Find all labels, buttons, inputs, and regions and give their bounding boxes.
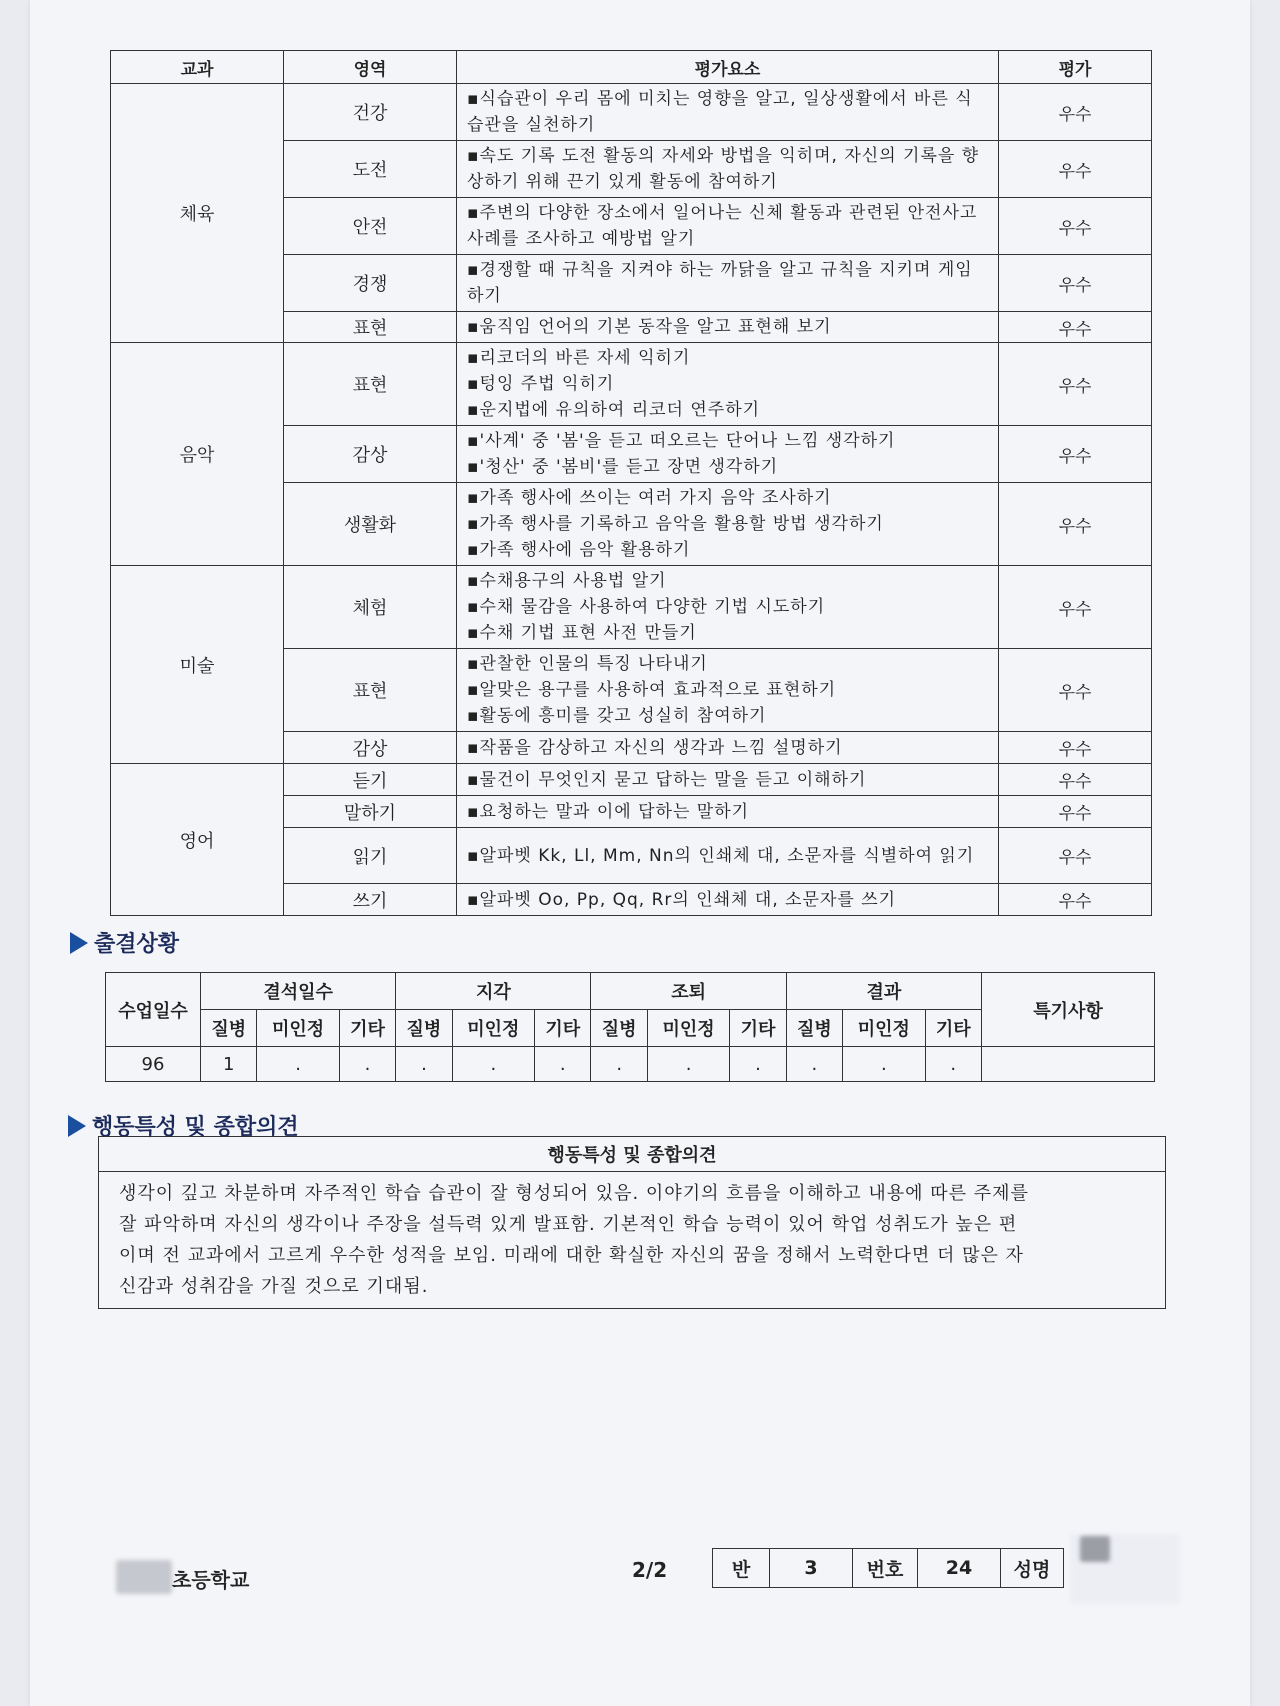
opinion-line: 생각이 깊고 차분하며 자주적인 학습 습관이 잘 형성되어 있음. 이야기의 흐름을 이해하고 내용에 따른 주제를	[119, 1183, 1029, 1204]
attendance-cell: .	[591, 1047, 647, 1082]
subject-cell: 미술	[111, 566, 284, 764]
student-id-box	[712, 1548, 1064, 1588]
grades-row	[111, 566, 1152, 649]
items-cell	[457, 426, 999, 483]
area-cell: 표현	[284, 649, 457, 732]
section-arrow-icon	[68, 1115, 86, 1137]
evaluation-item: ▪물건이 무엇인지 묻고 답하는 말을 듣고 이해하기	[467, 769, 867, 790]
area-cell: 읽기	[284, 828, 457, 884]
group-early-leave: 조퇴	[591, 973, 786, 1010]
eval-cell: 우수	[999, 732, 1152, 764]
evaluation-item: ▪수채용구의 사용법 알기	[467, 571, 667, 591]
sub-unexcused: 미인정	[647, 1010, 729, 1047]
eval-cell: 우수	[999, 343, 1152, 426]
group-absence: 결석일수	[201, 973, 396, 1010]
attendance-title: 출결상황	[94, 932, 180, 957]
eval-cell: 우수	[999, 255, 1152, 312]
evaluation-item: ▪가족 행사에 쓰이는 여러 가지 음악 조사하기	[467, 488, 832, 508]
attendance-cell: .	[396, 1047, 452, 1082]
items-cell	[457, 884, 999, 916]
evaluation-item: ▪식습관이 우리 몸에 미치는 영향을 알고, 일상생활에서 바른 식습관을 실천하기	[467, 89, 973, 135]
sub-unexcused: 미인정	[843, 1010, 925, 1047]
class-value: 3	[770, 1549, 853, 1588]
sub-illness: 질병	[591, 1010, 647, 1047]
page-number: 2/2	[632, 1558, 668, 1582]
remarks-header: 특기사항	[982, 973, 1155, 1047]
eval-cell: 우수	[999, 198, 1152, 255]
header-eval: 평가	[999, 51, 1152, 84]
evaluation-item: ▪'청산' 중 '봄비'를 듣고 장면 생각하기	[467, 457, 779, 477]
opinion-text	[99, 1172, 1166, 1309]
attendance-cell: .	[535, 1047, 591, 1082]
subject-cell: 음악	[111, 343, 284, 566]
attendance-values-row	[106, 1047, 1155, 1082]
opinion-line: 이며 전 교과에서 고르게 우수한 성적을 보임. 미래에 대한 확실한 자신의 꿈을 정해서 노력한다면 더 많은 자	[119, 1245, 1024, 1266]
grades-row	[111, 343, 1152, 426]
evaluation-item: ▪경쟁할 때 규칙을 지켜야 하는 까닭을 알고 규칙을 지키며 게임하기	[467, 260, 973, 306]
grades-body	[111, 84, 1152, 916]
attendance-cell: .	[647, 1047, 729, 1082]
evaluation-item: ▪운지법에 유의하여 리코더 연주하기	[467, 400, 761, 420]
opinion-line: 잘 파악하며 자신의 생각이나 주장을 설득력 있게 발표함. 기본적인 학습 능력이 있어 학업 성취도가 높은 편	[119, 1214, 1018, 1235]
eval-cell: 우수	[999, 426, 1152, 483]
evaluation-item: ▪작품을 감상하고 자신의 생각과 느낌 설명하기	[467, 737, 843, 758]
header-area: 영역	[284, 51, 457, 84]
evaluation-item: ▪알맞은 용구를 사용하여 효과적으로 표현하기	[467, 680, 837, 700]
items-cell	[457, 828, 999, 884]
report-card-page	[30, 0, 1250, 1706]
eval-cell: 우수	[999, 312, 1152, 343]
eval-cell: 우수	[999, 796, 1152, 828]
grades-header-row	[111, 51, 1152, 84]
attendance-cell: .	[925, 1047, 981, 1082]
evaluation-item: ▪수채 기법 표현 사전 만들기	[467, 623, 697, 643]
grades-row	[111, 84, 1152, 141]
area-cell: 표현	[284, 312, 457, 343]
attendance-cell: .	[452, 1047, 534, 1082]
area-cell: 듣기	[284, 764, 457, 796]
attendance-table	[105, 972, 1155, 1082]
area-cell: 감상	[284, 426, 457, 483]
sub-unexcused: 미인정	[257, 1010, 339, 1047]
items-cell	[457, 649, 999, 732]
evaluation-item: ▪알파벳 Oo, Pp, Qq, Rr의 인쇄체 대, 소문자를 쓰기	[467, 889, 897, 910]
evaluation-item: ▪주변의 다양한 장소에서 일어나는 신체 활동과 관련된 안전사고 사례를 조사하고 예방법 알기	[467, 203, 978, 249]
eval-cell: 우수	[999, 828, 1152, 884]
evaluation-item: ▪가족 행사에 음악 활용하기	[467, 540, 691, 560]
grades-row	[111, 764, 1152, 796]
subject-cell: 체육	[111, 84, 284, 343]
number-value: 24	[918, 1549, 1001, 1588]
group-late: 지각	[396, 973, 591, 1010]
eval-cell: 우수	[999, 84, 1152, 141]
area-cell: 말하기	[284, 796, 457, 828]
sub-other: 기타	[925, 1010, 981, 1047]
number-label: 번호	[853, 1549, 918, 1588]
eval-cell: 우수	[999, 649, 1152, 732]
evaluation-item: ▪텅잉 주법 익히기	[467, 374, 615, 394]
area-cell: 도전	[284, 141, 457, 198]
opinion-table	[98, 1136, 1166, 1309]
items-cell	[457, 566, 999, 649]
sub-other: 기타	[339, 1010, 395, 1047]
area-cell: 안전	[284, 198, 457, 255]
evaluation-item: ▪알파벳 Kk, Ll, Mm, Nn의 인쇄체 대, 소문자를 식별하여 읽기	[467, 845, 975, 866]
eval-cell: 우수	[999, 141, 1152, 198]
area-cell: 경쟁	[284, 255, 457, 312]
class-days-value: 96	[106, 1047, 201, 1082]
eval-cell: 우수	[999, 566, 1152, 649]
sub-other: 기타	[535, 1010, 591, 1047]
area-cell: 감상	[284, 732, 457, 764]
redacted-school-name	[116, 1560, 172, 1594]
attendance-cell: .	[843, 1047, 925, 1082]
sub-illness: 질병	[786, 1010, 842, 1047]
attendance-cell: .	[339, 1047, 395, 1082]
eval-cell: 우수	[999, 764, 1152, 796]
items-cell	[457, 732, 999, 764]
sub-unexcused: 미인정	[452, 1010, 534, 1047]
group-missed-class: 결과	[786, 973, 981, 1010]
items-cell	[457, 84, 999, 141]
eval-cell: 우수	[999, 884, 1152, 916]
redacted-mark	[1080, 1536, 1110, 1562]
evaluation-item: ▪리코더의 바른 자세 익히기	[467, 348, 691, 368]
attendance-section-title	[70, 927, 179, 958]
school-name: 초등학교	[172, 1568, 250, 1592]
items-cell	[457, 312, 999, 343]
section-arrow-icon	[70, 932, 88, 954]
sub-illness: 질병	[396, 1010, 452, 1047]
items-cell	[457, 343, 999, 426]
evaluation-item: ▪움직임 언어의 기본 동작을 알고 표현해 보기	[467, 317, 832, 337]
attendance-cell: .	[730, 1047, 786, 1082]
subject-cell: 영어	[111, 764, 284, 916]
header-items: 평가요소	[457, 51, 999, 84]
opinion-line: 신감과 성취감을 가질 것으로 기대됨.	[119, 1276, 429, 1297]
items-cell	[457, 141, 999, 198]
attendance-cell: .	[257, 1047, 339, 1082]
area-cell: 표현	[284, 343, 457, 426]
items-cell	[457, 255, 999, 312]
header-subject: 교과	[111, 51, 284, 84]
attendance-cell: .	[786, 1047, 842, 1082]
evaluation-item: ▪활동에 흥미를 갖고 성실히 참여하기	[467, 706, 767, 726]
evaluation-item: ▪속도 기록 도전 활동의 자세와 방법을 익히며, 자신의 기록을 향상하기 위해 끈기 있게 활동에 참여하기	[467, 146, 980, 192]
opinion-header: 행동특성 및 종합의견	[99, 1137, 1166, 1172]
sub-illness: 질병	[201, 1010, 257, 1047]
class-label: 반	[713, 1549, 770, 1588]
sub-other: 기타	[730, 1010, 786, 1047]
evaluation-item: ▪요청하는 말과 이에 답하는 말하기	[467, 801, 750, 822]
eval-cell: 우수	[999, 483, 1152, 566]
attendance-cell: 1	[201, 1047, 257, 1082]
items-cell	[457, 483, 999, 566]
area-cell: 생활화	[284, 483, 457, 566]
items-cell	[457, 198, 999, 255]
area-cell: 체험	[284, 566, 457, 649]
class-days-header: 수업일수	[106, 973, 201, 1047]
evaluation-item: ▪'사계' 중 '봄'을 듣고 떠오르는 단어나 느낌 생각하기	[467, 431, 896, 451]
grades-table	[110, 50, 1152, 916]
items-cell	[457, 796, 999, 828]
area-cell: 건강	[284, 84, 457, 141]
area-cell: 쓰기	[284, 884, 457, 916]
evaluation-item: ▪수채 물감을 사용하여 다양한 기법 시도하기	[467, 597, 826, 617]
attendance-header-row	[106, 973, 1155, 1010]
evaluation-item: ▪가족 행사를 기록하고 음악을 활용할 방법 생각하기	[467, 514, 884, 534]
name-label: 성명	[1001, 1549, 1064, 1588]
remarks-value	[982, 1047, 1155, 1082]
items-cell	[457, 764, 999, 796]
evaluation-item: ▪관찰한 인물의 특징 나타내기	[467, 654, 708, 674]
opinion-title: 행동특성 및 종합의견	[92, 1115, 299, 1140]
